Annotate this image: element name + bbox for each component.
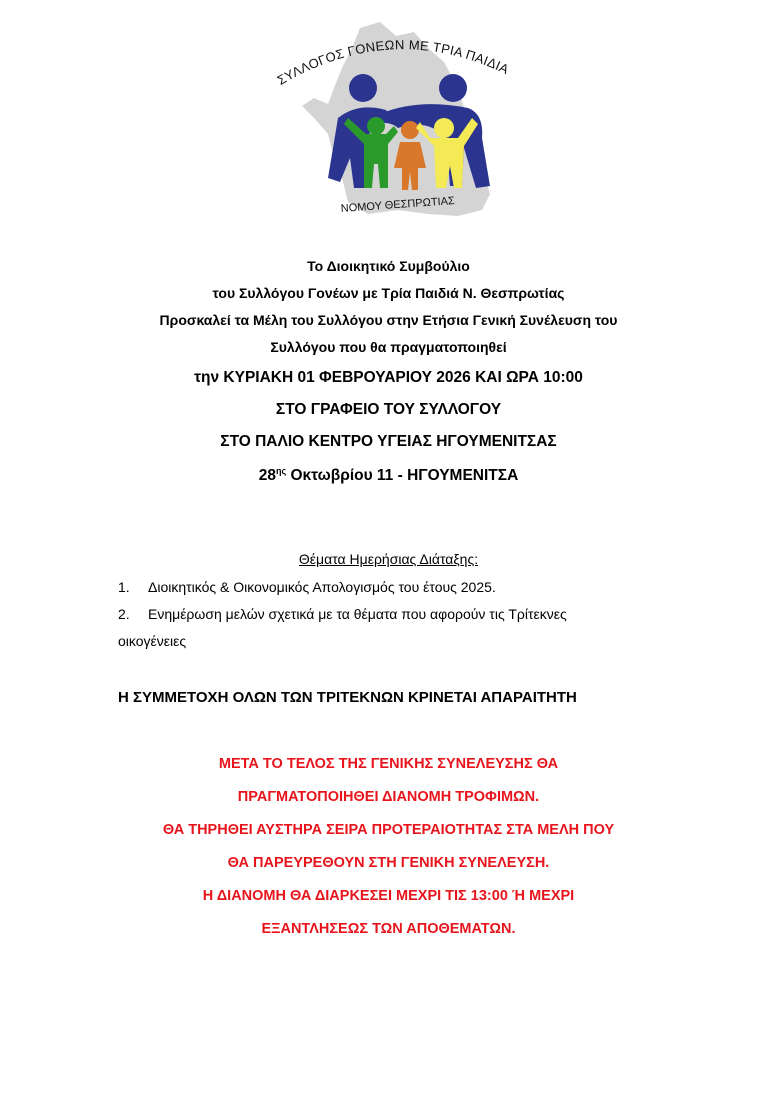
intro-line-3: Προσκαλεί τα Μέλη του Συλλόγου στην Ετήσια Γενική Συνέλευση του <box>159 312 618 328</box>
association-logo <box>268 18 530 224</box>
participation-notice: Η ΣΥΜΜΕΤΟΧΗ ΟΛΩΝ ΤΩΝ ΤΡΙΤΕΚΝΩΝ ΚΡΙΝΕΤΑΙ ΑΠΑΡΑΙΤΗΤΗ <box>118 689 577 706</box>
intro-line-1: Το Διοικητικό Συμβούλιο <box>307 258 470 274</box>
agenda-item-text: Διοικητικός & Οικονομικός Απολογισμός του έτους 2025. <box>148 579 496 595</box>
address-superscript: ης <box>275 466 287 476</box>
agenda-item-number: 1. <box>118 579 130 595</box>
red-notice-line: Η ΔΙΑΝΟΜΗ ΘΑ ΔΙΑΡΚΕΣΕΙ ΜΕΧΡΙ ΤΙΣ 13:00 Ή ΜΕΧΡΙ <box>202 888 575 904</box>
agenda-item <box>118 606 567 622</box>
agenda-item-continuation: οικογένειες <box>118 633 187 649</box>
agenda-item-number: 2. <box>118 606 130 622</box>
address-rest: Οκτωβρίου 11 - ΗΓΟΥΜΕΝΙΤΣΑ <box>290 467 519 484</box>
red-notice-line: ΘΑ ΠΑΡΕΥΡΕΘΟΥΝ ΣΤΗ ΓΕΝΙΚΗ ΣΥΝΕΛΕΥΣΗ. <box>227 855 550 871</box>
event-date: την ΚΥΡΙΑΚΗ 01 ΦΕΒΡΟΥΑΡΙΟΥ 2026 ΚΑΙ ΩΡΑ 10:00 <box>194 369 583 386</box>
red-notice-line: ΘΑ ΤΗΡΗΘΕΙ ΑΥΣΤΗΡΑ ΣΕΙΡΑ ΠΡΟΤΕΡΑΙΟΤΗΤΑΣ ΣΤΑ ΜΕΛΗ ΠΟΥ <box>162 822 615 838</box>
intro-line-2: του Συλλόγου Γονέων με Τρία Παιδιά Ν. Θεσπρωτίας <box>212 285 565 301</box>
intro-line-4: Συλλόγου που θα πραγματοποιηθεί <box>270 339 507 355</box>
red-notice-line: ΕΞΑΝΤΛΗΣΕΩΣ ΤΩΝ ΑΠΟΘΕΜΑΤΩΝ. <box>261 921 516 937</box>
red-notice-line: ΠΡΑΓΜΑΤΟΠΟΙΗΘΕΙ ΔΙΑΝΟΜΗ ΤΡΟΦΙΜΩΝ. <box>237 789 540 805</box>
red-notice-line: ΜΕΤΑ ΤΟ ΤΕΛΟΣ ΤΗΣ ΓΕΝΙΚΗΣ ΣΥΝΕΛΕΥΣΗΣ ΘΑ <box>218 756 559 772</box>
event-address <box>0 466 777 485</box>
logo-bottom-text: ΝΟΜΟΥ ΘΕΣΠΡΩΤΙΑΣ <box>340 195 456 215</box>
address-number: 28 <box>258 467 276 484</box>
event-place-2: ΣΤΟ ΠΑΛΙΟ ΚΕΝΤΡΟ ΥΓΕΙΑΣ ΗΓΟΥΜΕΝΙΤΣΑΣ <box>220 433 557 450</box>
agenda-item <box>118 579 496 595</box>
agenda-title: Θέματα Ημερήσιας Διάταξης: <box>298 551 479 567</box>
event-place-1: ΣΤΟ ΓΡΑΦΕΙΟ ΤΟΥ ΣΥΛΛΟΓΟΥ <box>275 401 502 418</box>
agenda-item-text: Ενημέρωση μελών σχετικά με τα θέματα που αφορούν τις Τρίτεκνες <box>148 606 567 622</box>
logo-top-text: ΣΥΛΛΟΓΟΣ ΓΟΝΕΩΝ ΜΕ ΤΡΙΑ ΠΑΙΔΙΑ <box>274 37 512 88</box>
